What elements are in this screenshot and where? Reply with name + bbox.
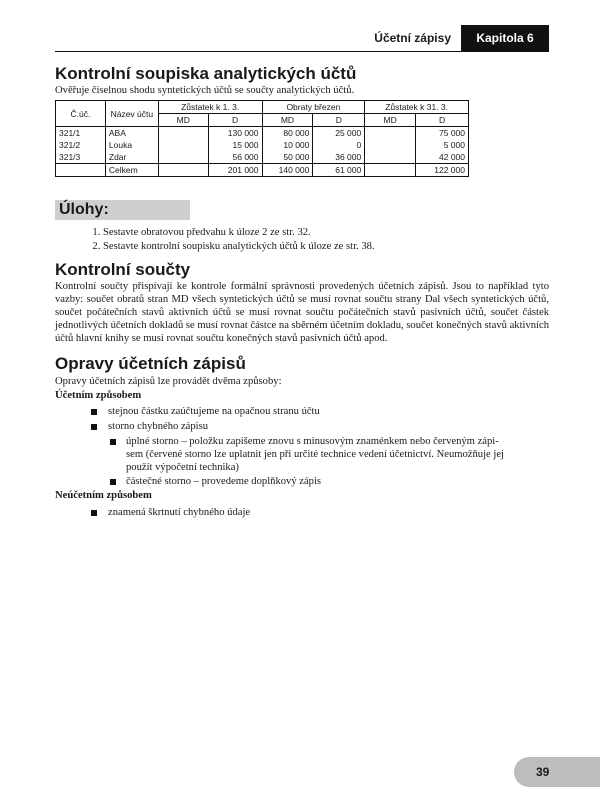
cell-account: 321/1 — [56, 127, 106, 140]
method-non-accounting-heading: Neúčetním způsobem — [55, 490, 152, 501]
col-header-account-name: Název účtu — [105, 101, 158, 127]
cell-name: Louka — [105, 139, 158, 151]
cell-turn-d: 36 000 — [313, 151, 365, 164]
analytic-accounts-table — [55, 100, 469, 177]
list-item: stejnou částku zaúčtujeme na opačnou stranu účtu — [108, 406, 320, 417]
cell-end-d: 75 000 — [416, 127, 469, 140]
task-item: 1. Sestavte obratovou předvahu k úloze 2 ze str. 32. — [103, 226, 375, 240]
cell-account — [56, 164, 106, 177]
cell-start-md — [158, 164, 208, 177]
table-row — [56, 151, 469, 164]
sub-list-item-full-storno-line3: použít výpočetní technika) — [126, 462, 239, 473]
cell-turn-md: 80 000 — [262, 127, 313, 140]
col-header-d: D — [313, 114, 365, 127]
cell-turn-md: 10 000 — [262, 139, 313, 151]
square-bullet-icon — [110, 439, 116, 445]
tasks-list — [85, 226, 375, 254]
table-row — [56, 139, 469, 151]
col-header-md: MD — [365, 114, 416, 127]
cell-start-md — [158, 127, 208, 140]
section-title-corrections: Opravy účetních zápisů — [55, 354, 246, 373]
cell-account: 321/2 — [56, 139, 106, 151]
cell-turn-md: 140 000 — [262, 164, 313, 177]
col-header-d: D — [416, 114, 469, 127]
cell-start-md — [158, 139, 208, 151]
sub-list-item-full-storno-line1: úplné storno – položku zapíšeme znovu s minusovým znaménkem nebo červeným zápi- — [126, 436, 499, 447]
table-row — [56, 127, 469, 140]
cell-account: 321/3 — [56, 151, 106, 164]
cell-end-d: 42 000 — [416, 151, 469, 164]
cell-start-d: 201 000 — [208, 164, 262, 177]
running-header — [55, 25, 549, 52]
cell-start-d: 130 000 — [208, 127, 262, 140]
list-item: znamená škrtnutí chybného údaje — [108, 507, 251, 518]
square-bullet-icon — [110, 479, 116, 485]
cell-end-md — [365, 151, 416, 164]
col-header-account-number: Č.úč. — [56, 101, 106, 127]
table-total-row — [56, 164, 469, 177]
sub-list-item-partial-storno: částečné storno – provedeme doplňkový zápis — [126, 476, 322, 487]
task-item: 2. Sestavte kontrolní soupisku analytických účtů k úloze ze str. 38. — [103, 240, 375, 254]
list-item: storno chybného zápisu — [108, 421, 209, 432]
col-header-md: MD — [158, 114, 208, 127]
cell-end-d: 122 000 — [416, 164, 469, 177]
cell-turn-md: 50 000 — [262, 151, 313, 164]
col-group-closing-balance: Zůstatek k 31. 3. — [365, 101, 469, 114]
square-bullet-icon — [91, 424, 97, 430]
col-group-opening-balance: Zůstatek k 1. 3. — [158, 101, 262, 114]
section-title-control-sums: Kontrolní součty — [55, 260, 191, 279]
page-number: 39 — [514, 757, 600, 787]
header-chapter-label: Kapitola 6 — [461, 25, 549, 51]
cell-end-d: 5 000 — [416, 139, 469, 151]
col-header-d: D — [208, 114, 262, 127]
col-group-turnover: Obraty březen — [262, 101, 365, 114]
tasks-heading: Úlohy: — [59, 201, 109, 218]
cell-turn-d: 25 000 — [313, 127, 365, 140]
cell-start-d: 15 000 — [208, 139, 262, 151]
square-bullet-icon — [91, 510, 97, 516]
section-title-control-list: Kontrolní soupiska analytických účtů — [55, 64, 357, 83]
corrections-intro: Opravy účetních zápisů lze provádět dvěma způsoby: — [55, 376, 282, 387]
cell-end-md — [365, 139, 416, 151]
sub-list-item-full-storno-line2: sem (červené storno lze uplatnit jen při určité technice vedení účetnictví. Neumožňuje jej — [126, 449, 504, 460]
cell-total-label: Celkem — [105, 164, 158, 177]
section-subtitle-control-list: Ověřuje číselnou shodu syntetických účtů se součty analytických účtů. — [55, 85, 355, 96]
cell-turn-d: 0 — [313, 139, 365, 151]
cell-name: Zdar — [105, 151, 158, 164]
cell-start-md — [158, 151, 208, 164]
tasks-heading-box — [55, 200, 190, 220]
cell-turn-d: 61 000 — [313, 164, 365, 177]
square-bullet-icon — [91, 409, 97, 415]
control-sums-body: Kontrolní součty přispívají ke kontrole formální správnosti provedených účetních zápisů. Jsou to například tyto vazby: součet obratů stran MD všech syntetických účtů se musí rovnat součtu strany Dal všech syntetických účtů, součet počátečních stavů aktivních účtů se musí rovnat součtu počátečních stavů pasivních účtů, součet částek jednotlivých účetních dokladů se musí rovnat částce na sběrném účetním dokladu, součet konečných stavů aktivních účtů hlavní knihy se musí rovnat součtu konečných stavů pasivních účtů apod. — [55, 281, 549, 344]
cell-end-md — [365, 127, 416, 140]
col-header-md: MD — [262, 114, 313, 127]
method-accounting-heading: Účetním způsobem — [55, 390, 142, 401]
cell-name: ABA — [105, 127, 158, 140]
header-section-title: Účetní zápisy — [374, 31, 451, 45]
cell-end-md — [365, 164, 416, 177]
cell-start-d: 56 000 — [208, 151, 262, 164]
